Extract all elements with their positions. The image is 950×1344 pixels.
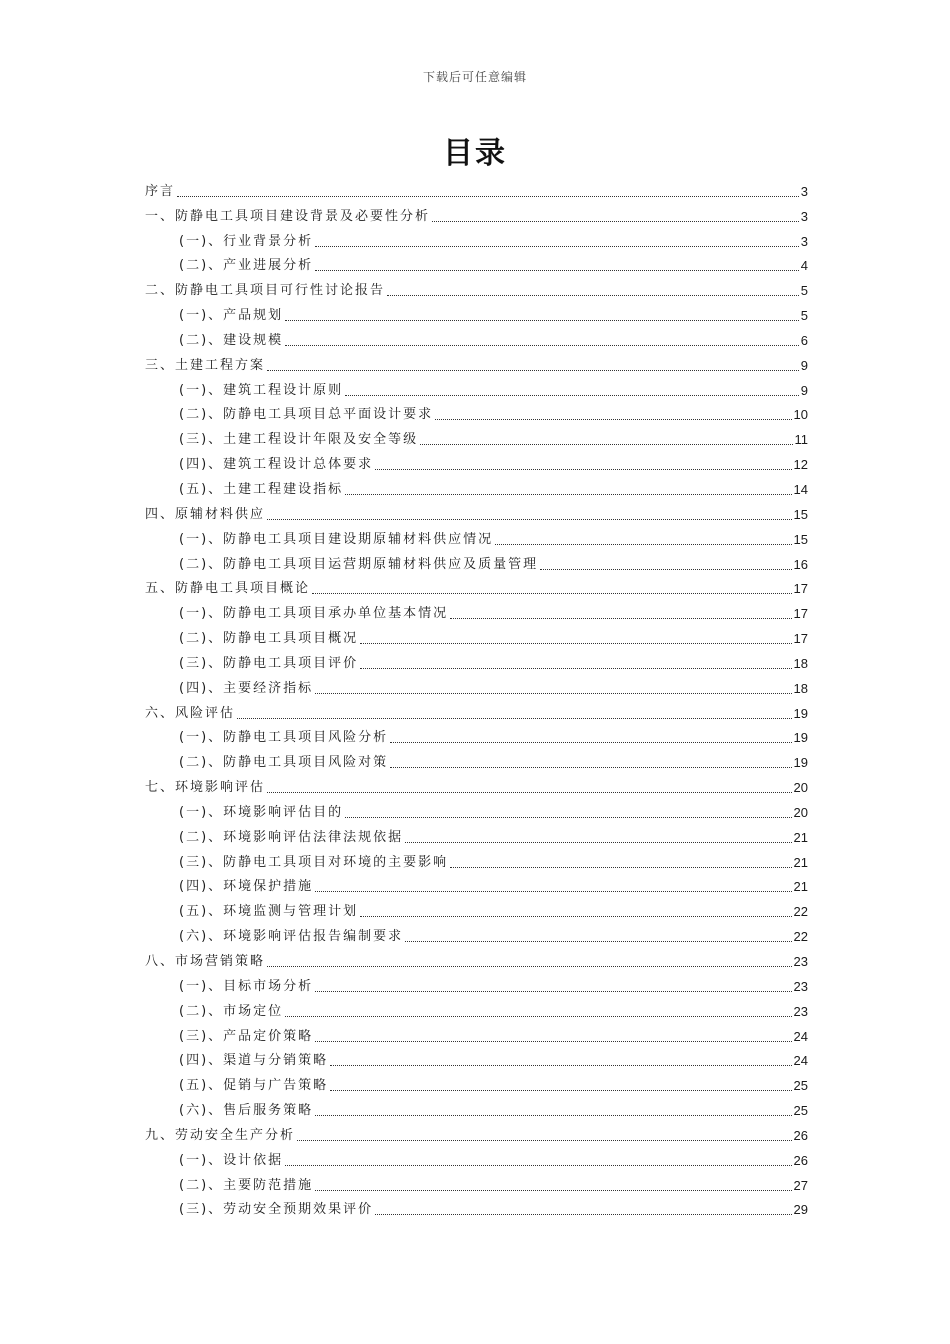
toc-entry-page-number: 18 (793, 680, 808, 696)
toc-entry[interactable] (145, 996, 808, 1021)
toc-entry[interactable] (145, 400, 808, 425)
toc-entry-label: 七、环境影响评估 (145, 780, 266, 796)
toc-entry-page-number: 20 (793, 804, 808, 820)
toc-entry-label: 二、防静电工具项目可行性讨论报告 (145, 283, 386, 299)
toc-dot-leader (375, 469, 791, 470)
toc-entry[interactable] (145, 499, 808, 524)
toc-entry[interactable] (145, 1145, 808, 1170)
toc-dot-leader (315, 1041, 791, 1042)
toc-dot-leader (285, 1016, 791, 1017)
toc-entry[interactable] (145, 598, 808, 623)
toc-entry-label: (一)、产品规划 (179, 308, 284, 324)
toc-entry-label: (二)、环境影响评估法律法规依据 (179, 829, 404, 845)
toc-dot-leader (177, 196, 799, 197)
toc-dot-leader (312, 593, 792, 594)
toc-entry[interactable] (145, 1195, 808, 1220)
toc-entry[interactable] (145, 1070, 808, 1095)
toc-entry-label: (三)、劳动安全预期效果评价 (179, 1202, 374, 1218)
toc-entry[interactable] (145, 474, 808, 499)
toc-entry-label: (二)、产业进展分析 (179, 258, 314, 274)
toc-dot-leader (267, 792, 792, 793)
toc-entry-page-number: 23 (793, 1003, 808, 1019)
toc-list (145, 176, 808, 1219)
toc-entry-page-number: 23 (793, 954, 808, 969)
toc-entry-label: 三、土建工程方案 (145, 357, 266, 373)
toc-entry-label: (一)、设计依据 (179, 1152, 284, 1168)
toc-entry-label: (一)、建筑工程设计原则 (179, 382, 344, 398)
toc-entry[interactable] (145, 325, 808, 350)
toc-dot-leader (285, 1165, 791, 1166)
toc-entry-label: (三)、土建工程设计年限及安全等级 (179, 432, 419, 448)
toc-entry-page-number: 3 (800, 233, 808, 249)
toc-entry-page-number: 26 (793, 1127, 808, 1143)
toc-entry[interactable] (145, 1046, 808, 1071)
toc-entry-label: (三)、防静电工具项目评价 (179, 655, 359, 671)
toc-entry-page-number: 9 (800, 382, 808, 398)
toc-dot-leader (495, 544, 791, 545)
toc-entry-page-number: 4 (800, 258, 808, 274)
toc-entry-page-number: 17 (793, 631, 808, 647)
toc-dot-leader (297, 1140, 792, 1141)
toc-dot-leader (390, 767, 791, 768)
toc-entry-label: 八、市场营销策略 (145, 954, 266, 969)
toc-dot-leader (330, 1090, 791, 1091)
toc-entry-page-number: 26 (793, 1152, 808, 1168)
toc-dot-leader (432, 221, 799, 222)
toc-entry[interactable] (145, 1021, 808, 1046)
toc-entry-page-number: 14 (793, 481, 808, 497)
toc-entry-label: (一)、防静电工具项目建设期原辅材料供应情况 (179, 531, 494, 547)
toc-entry-label: 四、原辅材料供应 (145, 506, 266, 522)
toc-entry-page-number: 11 (794, 432, 808, 448)
toc-entry[interactable] (145, 673, 808, 698)
toc-entry[interactable] (145, 872, 808, 897)
toc-entry-page-number: 25 (793, 1078, 808, 1094)
toc-entry-page-number: 17 (793, 606, 808, 622)
toc-dot-leader (360, 668, 791, 669)
toc-entry-page-number: 21 (793, 854, 808, 870)
toc-entry-label: (四)、建筑工程设计总体要求 (179, 457, 374, 473)
toc-entry-label: (四)、主要经济指标 (179, 680, 314, 696)
toc-dot-leader (315, 1190, 791, 1191)
toc-entry-page-number: 3 (800, 183, 808, 199)
toc-entry-page-number: 27 (793, 1177, 808, 1193)
toc-entry[interactable] (145, 226, 808, 251)
toc-entry-label: (五)、环境监测与管理计划 (179, 904, 359, 920)
toc-entry-label: (二)、主要防范措施 (179, 1177, 314, 1193)
toc-entry[interactable] (145, 275, 808, 300)
toc-entry[interactable] (145, 1095, 808, 1120)
toc-entry[interactable] (145, 176, 808, 201)
toc-entry-page-number: 24 (793, 1028, 808, 1044)
toc-entry-label: 一、防静电工具项目建设背景及必要性分析 (145, 208, 431, 224)
toc-dot-leader (345, 395, 799, 396)
toc-dot-leader (345, 817, 791, 818)
toc-entry[interactable] (145, 251, 808, 276)
toc-entry-label: (三)、产品定价策略 (179, 1028, 314, 1044)
toc-entry-page-number: 22 (793, 929, 808, 945)
toc-entry-page-number: 3 (800, 208, 808, 224)
toc-title: 目录 (443, 136, 507, 171)
toc-entry[interactable] (145, 1120, 808, 1145)
toc-entry-label: (二)、市场定位 (179, 1003, 284, 1019)
toc-dot-leader (405, 842, 791, 843)
toc-entry-label: (二)、防静电工具项目风险对策 (179, 755, 389, 771)
toc-entry[interactable] (145, 300, 808, 325)
toc-entry-label: (一)、防静电工具项目承办单位基本情况 (179, 606, 449, 622)
toc-entry[interactable] (145, 449, 808, 474)
toc-dot-leader (360, 643, 791, 644)
toc-entry-label: (四)、渠道与分销策略 (179, 1053, 329, 1069)
toc-entry[interactable] (145, 847, 808, 872)
toc-dot-leader (450, 618, 791, 619)
toc-dot-leader (267, 370, 799, 371)
toc-entry-page-number: 12 (793, 457, 808, 473)
toc-entry-page-number: 19 (793, 730, 808, 746)
toc-entry-page-number: 23 (793, 978, 808, 994)
toc-dot-leader (315, 693, 791, 694)
toc-entry-page-number: 18 (793, 655, 808, 671)
toc-entry[interactable] (145, 698, 808, 723)
toc-entry-label: (二)、防静电工具项目概况 (179, 631, 359, 647)
toc-entry-label: (一)、目标市场分析 (179, 978, 314, 994)
toc-entry-label: (一)、环境影响评估目的 (179, 804, 344, 820)
toc-entry-page-number: 29 (793, 1202, 808, 1218)
toc-entry-page-number: 5 (800, 283, 808, 299)
toc-dot-leader (420, 444, 792, 445)
toc-dot-leader (390, 742, 791, 743)
toc-entry[interactable] (145, 772, 808, 797)
toc-entry-page-number: 16 (793, 556, 808, 572)
toc-entry[interactable] (145, 822, 808, 847)
toc-entry[interactable] (145, 747, 808, 772)
toc-entry-label: (四)、环境保护措施 (179, 879, 314, 895)
toc-entry-label: 序言 (145, 183, 176, 199)
toc-entry-page-number: 21 (793, 829, 808, 845)
toc-dot-leader (285, 345, 799, 346)
toc-dot-leader (360, 916, 791, 917)
toc-entry-page-number: 25 (793, 1103, 808, 1119)
toc-entry-page-number: 5 (800, 308, 808, 324)
toc-entry[interactable] (145, 549, 808, 574)
toc-entry-label: 九、劳动安全生产分析 (145, 1127, 296, 1143)
toc-entry[interactable] (145, 648, 808, 673)
toc-dot-leader (267, 519, 792, 520)
toc-entry[interactable] (145, 971, 808, 996)
toc-dot-leader (285, 320, 799, 321)
toc-dot-leader (315, 1115, 791, 1116)
toc-dot-leader (405, 941, 791, 942)
toc-entry-label: (六)、售后服务策略 (179, 1103, 314, 1119)
toc-dot-leader (540, 569, 791, 570)
toc-dot-leader (237, 718, 792, 719)
toc-dot-leader (315, 891, 791, 892)
toc-dot-leader (315, 991, 791, 992)
toc-entry-page-number: 9 (800, 357, 808, 373)
toc-entry-page-number: 22 (793, 904, 808, 920)
toc-dot-leader (315, 246, 799, 247)
toc-dot-leader (315, 270, 799, 271)
toc-dot-leader (435, 419, 791, 420)
toc-entry-label: (二)、防静电工具项目运营期原辅材料供应及质量管理 (179, 556, 539, 572)
toc-entry[interactable] (145, 723, 808, 748)
toc-dot-leader (387, 295, 799, 296)
toc-entry[interactable] (145, 921, 808, 946)
toc-entry-page-number: 17 (793, 581, 808, 597)
toc-entry-page-number: 19 (793, 755, 808, 771)
toc-entry[interactable] (145, 350, 808, 375)
toc-entry[interactable] (145, 574, 808, 599)
toc-entry[interactable] (145, 797, 808, 822)
toc-entry-page-number: 15 (793, 506, 808, 522)
toc-entry[interactable] (145, 201, 808, 226)
toc-entry[interactable] (145, 524, 808, 549)
header-note: 下载后可任意编辑 (422, 70, 527, 84)
toc-entry-page-number: 20 (793, 780, 808, 796)
toc-entry-label: (一)、行业背景分析 (179, 233, 314, 249)
toc-entry-label: 五、防静电工具项目概论 (145, 581, 311, 597)
toc-entry-label: (五)、土建工程建设指标 (179, 481, 344, 497)
toc-entry-page-number: 24 (793, 1053, 808, 1069)
toc-dot-leader (450, 867, 791, 868)
toc-dot-leader (330, 1065, 791, 1066)
toc-entry-page-number: 6 (800, 332, 808, 348)
toc-entry-page-number: 15 (793, 531, 808, 547)
toc-entry-label: (二)、防静电工具项目总平面设计要求 (179, 407, 434, 423)
toc-entry[interactable] (145, 896, 808, 921)
toc-dot-leader (267, 966, 792, 967)
toc-entry[interactable] (145, 375, 808, 400)
toc-entry-label: (二)、建设规模 (179, 332, 284, 348)
toc-entry[interactable] (145, 946, 808, 971)
toc-entry[interactable] (145, 424, 808, 449)
toc-entry-label: 六、风险评估 (145, 705, 236, 721)
toc-dot-leader (345, 494, 791, 495)
toc-entry-label: (一)、防静电工具项目风险分析 (179, 730, 389, 746)
toc-entry-page-number: 19 (793, 705, 808, 721)
toc-dot-leader (375, 1214, 791, 1215)
toc-entry[interactable] (145, 623, 808, 648)
toc-entry-label: (五)、促销与广告策略 (179, 1078, 329, 1094)
toc-entry[interactable] (145, 1170, 808, 1195)
toc-entry-label: (三)、防静电工具项目对环境的主要影响 (179, 854, 449, 870)
toc-entry-page-number: 10 (793, 407, 808, 423)
toc-entry-page-number: 21 (793, 879, 808, 895)
toc-entry-label: (六)、环境影响评估报告编制要求 (179, 929, 404, 945)
